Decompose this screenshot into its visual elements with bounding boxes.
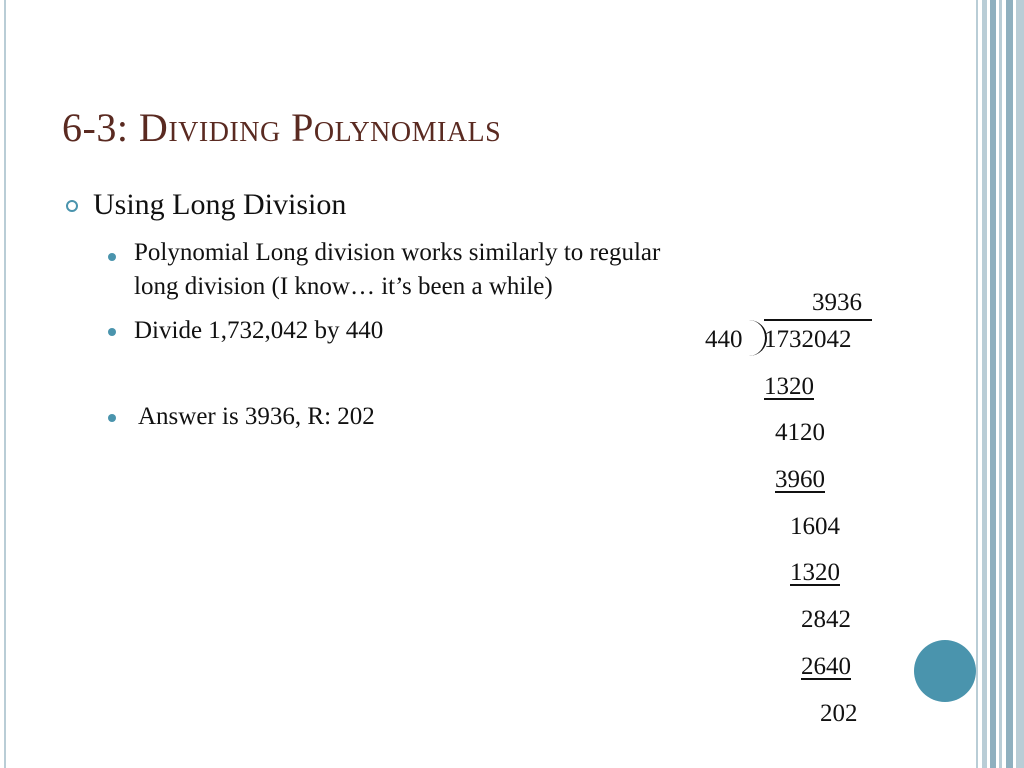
bullet-text-line: Answer is 3936, R: 202 bbox=[138, 403, 375, 430]
dot-bullet-icon bbox=[108, 253, 116, 261]
division-step: 2842 bbox=[801, 606, 851, 633]
dot-bullet-icon bbox=[108, 328, 116, 336]
division-step: 2640 bbox=[801, 653, 851, 680]
stripe bbox=[976, 0, 978, 768]
division-dividend: 1732042 bbox=[764, 326, 852, 353]
bullet-text-line: Polynomial Long division works similarly to regular bbox=[134, 239, 661, 266]
division-step: 1320 bbox=[790, 559, 840, 586]
division-overbar bbox=[764, 319, 872, 321]
division-remainder: 202 bbox=[820, 700, 858, 727]
decorative-circle bbox=[914, 640, 976, 702]
division-step: 4120 bbox=[775, 419, 825, 446]
bullet-text-line: Divide 1,732,042 by 440 bbox=[134, 317, 384, 344]
left-frame-line bbox=[4, 0, 6, 768]
stripe bbox=[990, 0, 996, 768]
slide-title: 6-3: Dividing Polynomials bbox=[62, 105, 502, 150]
division-step: 3960 bbox=[775, 466, 825, 493]
division-step: 1604 bbox=[790, 513, 840, 540]
stripe bbox=[999, 0, 1002, 768]
division-step: 1320 bbox=[764, 373, 814, 400]
bullet-using-long-division: Using Long Division bbox=[93, 188, 347, 221]
stripe bbox=[982, 0, 987, 768]
stripe bbox=[1006, 0, 1013, 768]
division-quotient: 3936 bbox=[812, 289, 862, 316]
circle-bullet-icon bbox=[66, 200, 78, 212]
right-decorative-stripes bbox=[976, 0, 1024, 768]
stripe bbox=[1016, 0, 1024, 768]
bullet-text-line: long division (I know… it’s been a while) bbox=[134, 273, 553, 300]
division-divisor: 440 bbox=[705, 326, 743, 353]
dot-bullet-icon bbox=[108, 414, 116, 422]
